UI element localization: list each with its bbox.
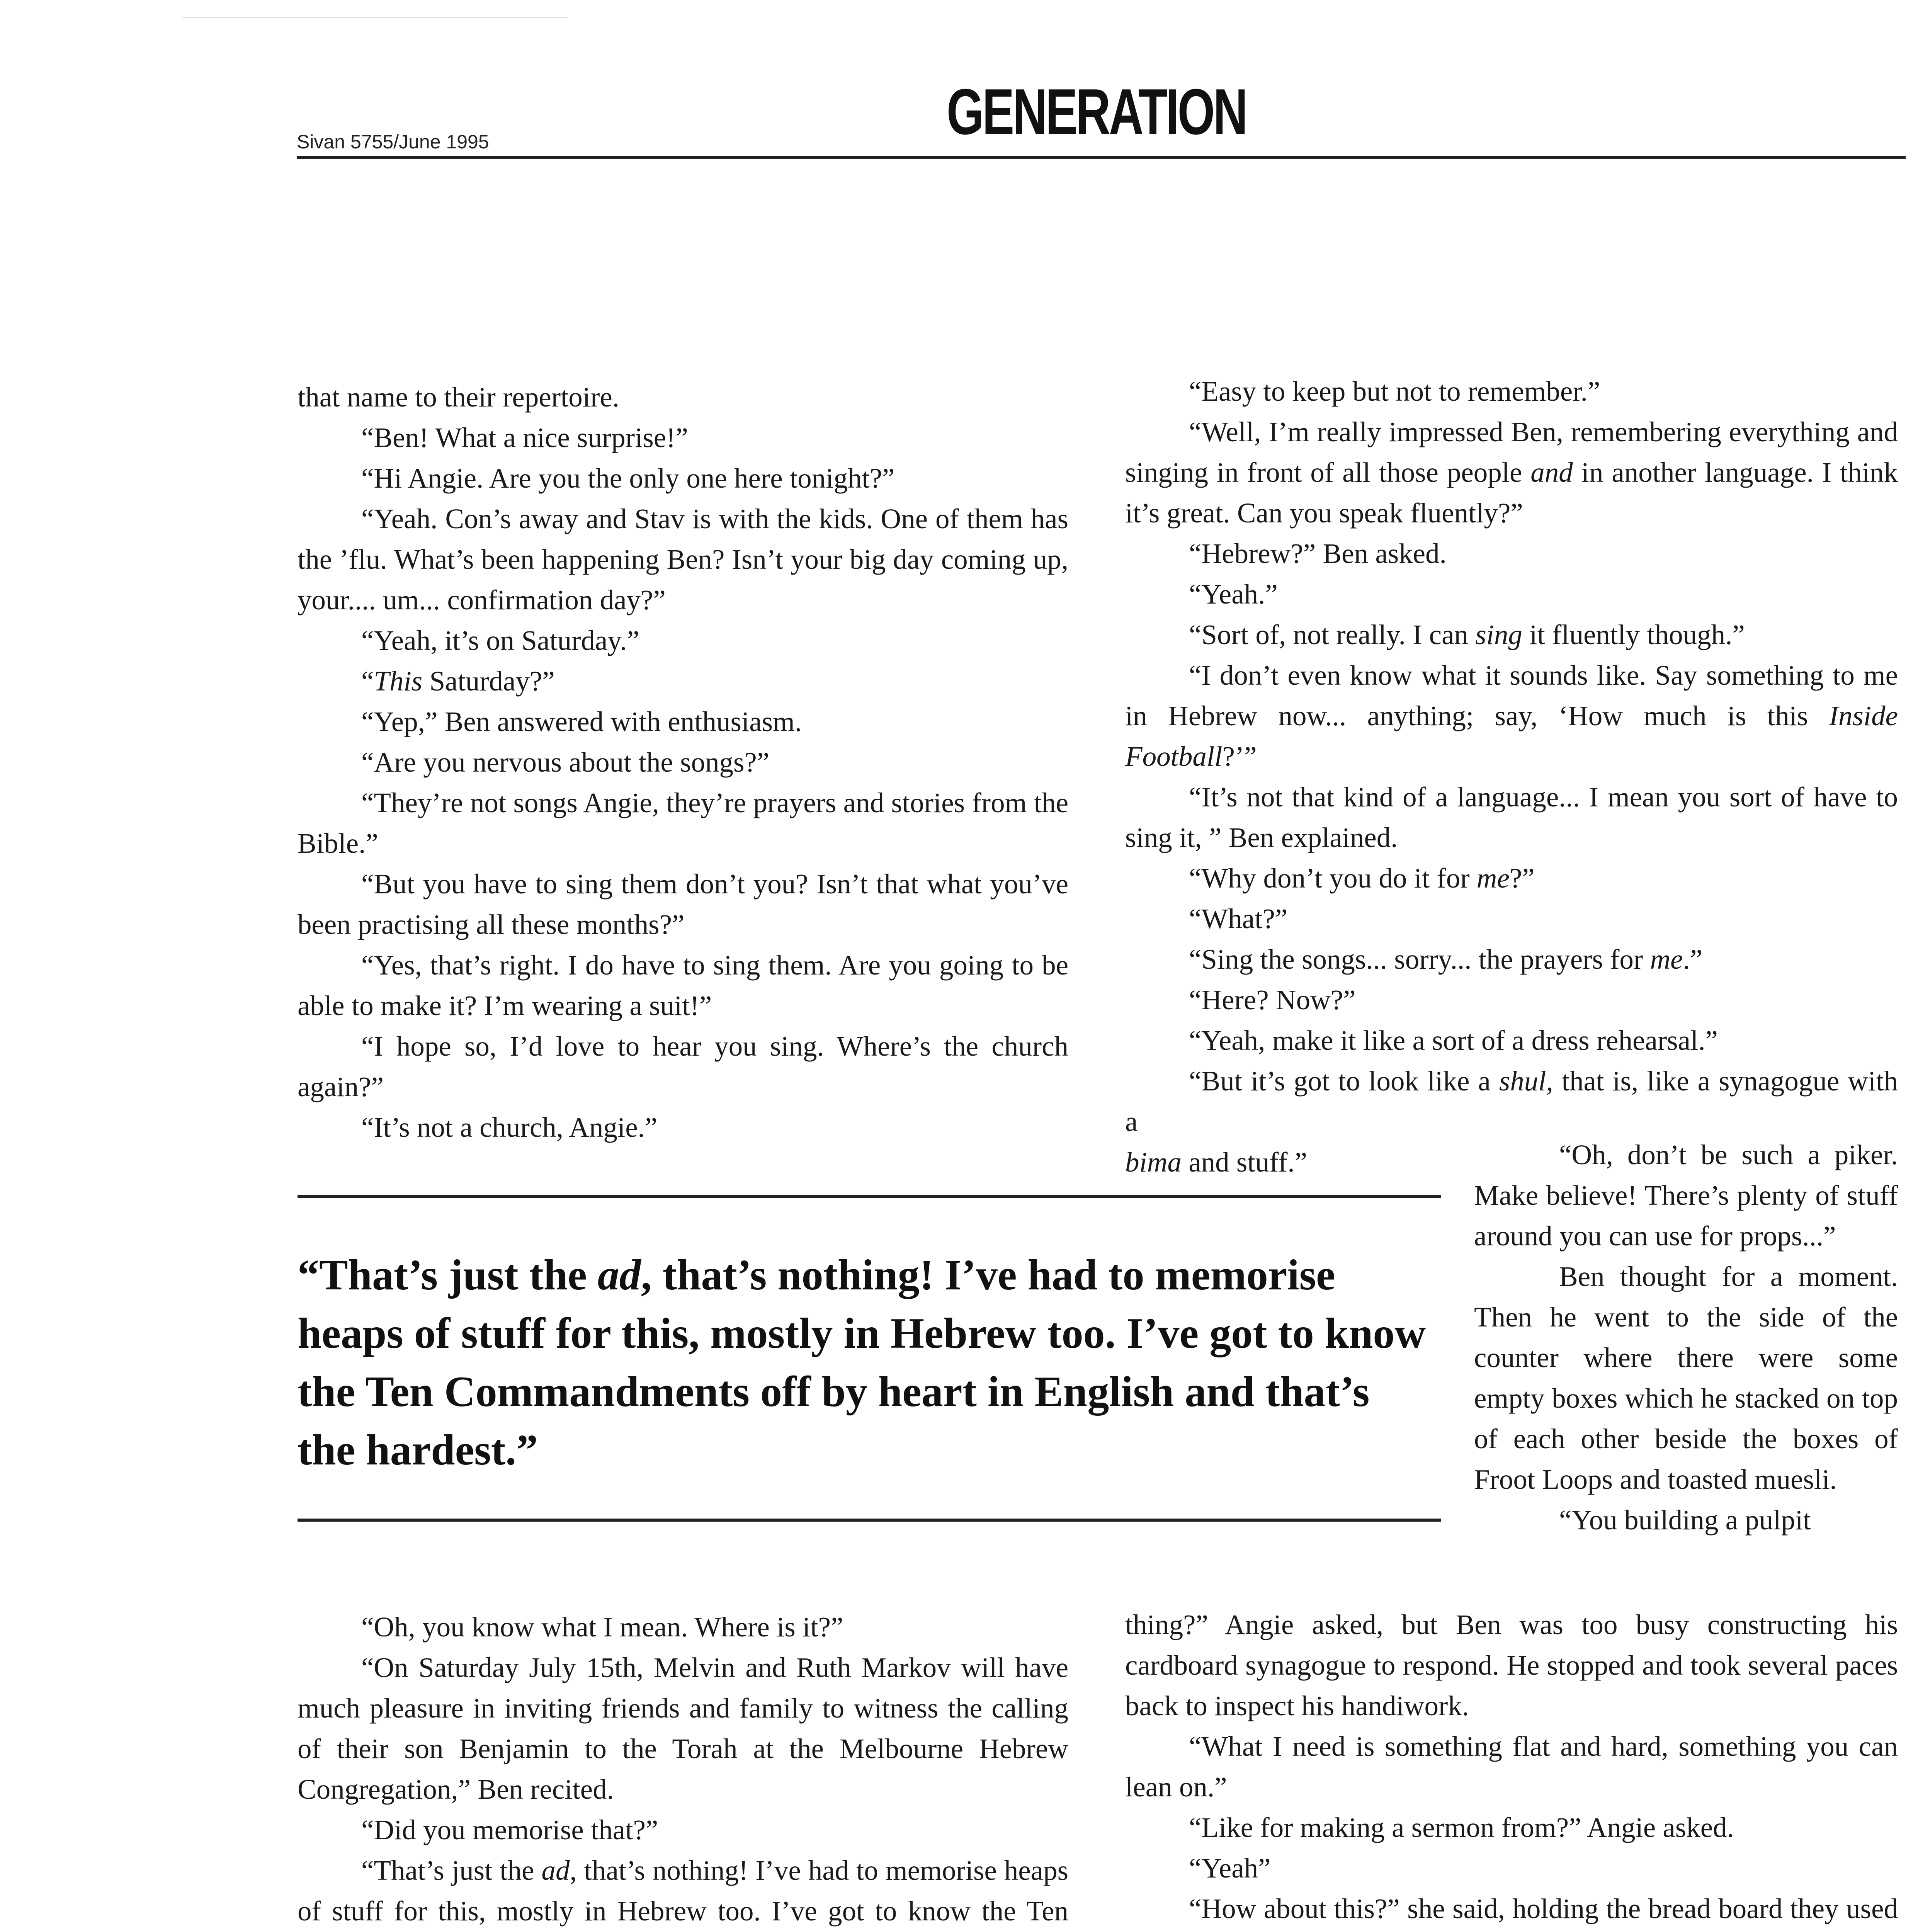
- text-run: “Sing the songs... sorry... the prayers for: [1189, 944, 1650, 975]
- pull-quote-text-end: , that’s nothing! I’ve had to memorise heaps of stuff for this, mostly in Hebrew too. I’ve got to know the Ten Commandments off by heart in English and that’s the hardest.”: [298, 1251, 1426, 1474]
- italic-text: sing: [1475, 619, 1522, 650]
- text-run: “I don’t even know what it sounds like. Say something to me in Hebrew now... anything; say, ‘How much is this: [1125, 660, 1898, 731]
- paragraph: “Here? Now?”: [1189, 984, 1356, 1015]
- paragraph: “It’s not that kind of a language... I mean you sort of have to sing it, ” Ben explained.: [1125, 781, 1898, 853]
- paragraph: “How about this?” she said, holding the bread board they used: [1189, 1893, 1898, 1924]
- text-run: ?”: [1509, 862, 1535, 894]
- paragraph: “What I need is something flat and hard, something you can lean on.”: [1125, 1731, 1898, 1803]
- text-run: “That’s just the: [361, 1855, 542, 1886]
- paragraph: “Yeah, make it like a sort of a dress rehearsal.”: [1189, 1025, 1718, 1056]
- paragraph: “Hebrew?” Ben asked.: [1189, 538, 1447, 569]
- italic-text: This: [374, 665, 423, 697]
- paragraph: [1125, 1061, 1898, 1142]
- paragraph: “Yeah. Con’s away and Stav is with the kids. One of them has the ’flu. What’s been happening Ben? Isn’t your big day coming up, your.... um... confirmation day?”: [298, 503, 1068, 616]
- paragraph: “Ben! What a nice surprise!”: [361, 422, 688, 453]
- italic-text: me: [1476, 862, 1510, 894]
- pull-quote-rule-top: [298, 1195, 1441, 1198]
- pull-quote: [298, 1246, 1437, 1480]
- paragraph: “Oh, you know what I mean. Where is it?”: [361, 1611, 843, 1643]
- paragraph: [1125, 614, 1898, 655]
- text-run: it fluently though.”: [1522, 619, 1745, 650]
- paragraph: [1125, 939, 1898, 980]
- text-run: “But it’s got to look like a: [1189, 1065, 1499, 1097]
- italic-text: bima: [1125, 1146, 1182, 1178]
- paragraph: [298, 1850, 1068, 1932]
- italic-text: Inside Football: [1125, 700, 1898, 772]
- text-run: .”: [1683, 944, 1703, 975]
- paragraph: [1125, 858, 1898, 898]
- column-bottom-right: [1125, 1604, 1898, 1932]
- paragraph: “Yep,” Ben answered with enthusiasm.: [361, 706, 802, 737]
- italic-text: ad: [541, 1855, 570, 1886]
- paragraph: [1125, 655, 1898, 777]
- text-run: , that’s nothing! I’ve had to memorise heaps of stuff for this, mostly in Hebrew too. I’ve got to know the Ten: [298, 1855, 1068, 1927]
- column-top-left: [298, 377, 1068, 1148]
- paragraph: thing?” Angie asked, but Ben was too busy constructing his cardboard synagogue to respond. He stopped and took several paces back to inspect his handiwork.: [1125, 1609, 1898, 1721]
- paragraph: “Yes, that’s right. I do have to sing them. Are you going to be able to make it? I’m wearing a suit!”: [298, 949, 1068, 1021]
- paragraph: “They’re not songs Angie, they’re prayers and stories from the Bible.”: [298, 787, 1068, 859]
- text-run: Saturday?”: [422, 665, 555, 697]
- paragraph: “I hope so, I’d love to hear you sing. Where’s the church again?”: [298, 1031, 1068, 1102]
- column-narrow-right: [1474, 1134, 1898, 1540]
- paragraph: “You building a pulpit: [1559, 1504, 1811, 1536]
- paragraph: [1125, 412, 1898, 533]
- pull-quote-text-start: “That’s just the: [298, 1251, 598, 1299]
- paragraph: “On Saturday July 15th, Melvin and Ruth Markov will have much pleasure in inviting friends and family to witness the calling of their son Benjamin to the Torah at the Melbourne Hebrew Congregation,” Ben recited.: [298, 1652, 1068, 1805]
- text-run: and stuff.”: [1182, 1146, 1308, 1178]
- paragraph: “It’s not a church, Angie.”: [361, 1112, 658, 1143]
- italic-text: and: [1530, 457, 1573, 488]
- column-bottom-left: [298, 1607, 1068, 1932]
- paragraph: “Yeah”: [1189, 1852, 1271, 1884]
- paragraph: “Easy to keep but not to remember.”: [1189, 376, 1600, 407]
- italic-text: shul: [1499, 1065, 1546, 1097]
- masthead-title: GENERATION: [947, 75, 1246, 148]
- text-run: , that is, like a synagogue with a: [1125, 1065, 1898, 1137]
- text-run: in another language. I think it’s great. Can you speak fluently?”: [1125, 457, 1898, 529]
- text-run: “Well, I’m really impressed Ben, remembering everything and singing in front of all those people: [1125, 416, 1898, 488]
- paragraph: “Did you memorise that?”: [361, 1814, 658, 1845]
- column-top-right: [1125, 371, 1898, 1182]
- paragraph: “Yeah.”: [1189, 578, 1278, 610]
- paragraph: “Like for making a sermon from?” Angie asked.: [1189, 1812, 1734, 1843]
- header-rule: [297, 156, 1906, 159]
- paragraph: Ben thought for a moment. Then he went to the side of the counter where there were some empty boxes which he stacked on top of each other beside the boxes of Froot Loops and toasted muesli.: [1474, 1261, 1898, 1495]
- paragraph: “Yeah, it’s on Saturday.”: [361, 625, 639, 656]
- text-run: “: [361, 665, 374, 697]
- pull-quote-rule-bottom: [298, 1519, 1441, 1522]
- paragraph: “But you have to sing them don’t you? Isn’t that what you’ve been practising all these months?”: [298, 868, 1068, 940]
- pull-quote-emphasis: ad: [597, 1251, 641, 1299]
- paragraph: “What?”: [1189, 903, 1288, 934]
- text-run: “Why don’t you do it for: [1189, 862, 1477, 894]
- paragraph: “Oh, don’t be such a piker. Make believe! There’s plenty of stuff around you can use for props...”: [1474, 1139, 1898, 1252]
- issue-date: Sivan 5755/June 1995: [297, 131, 489, 153]
- text-run: ?’”: [1222, 741, 1257, 772]
- text-run: “Sort of, not really. I can: [1189, 619, 1476, 650]
- paragraph: [298, 661, 1068, 701]
- italic-text: me: [1650, 944, 1683, 975]
- scan-edge-line: [182, 17, 568, 18]
- paragraph: “Hi Angie. Are you the only one here tonight?”: [361, 463, 895, 494]
- paragraph: “Are you nervous about the songs?”: [361, 747, 770, 778]
- paragraph: that name to their repertoire.: [298, 381, 620, 413]
